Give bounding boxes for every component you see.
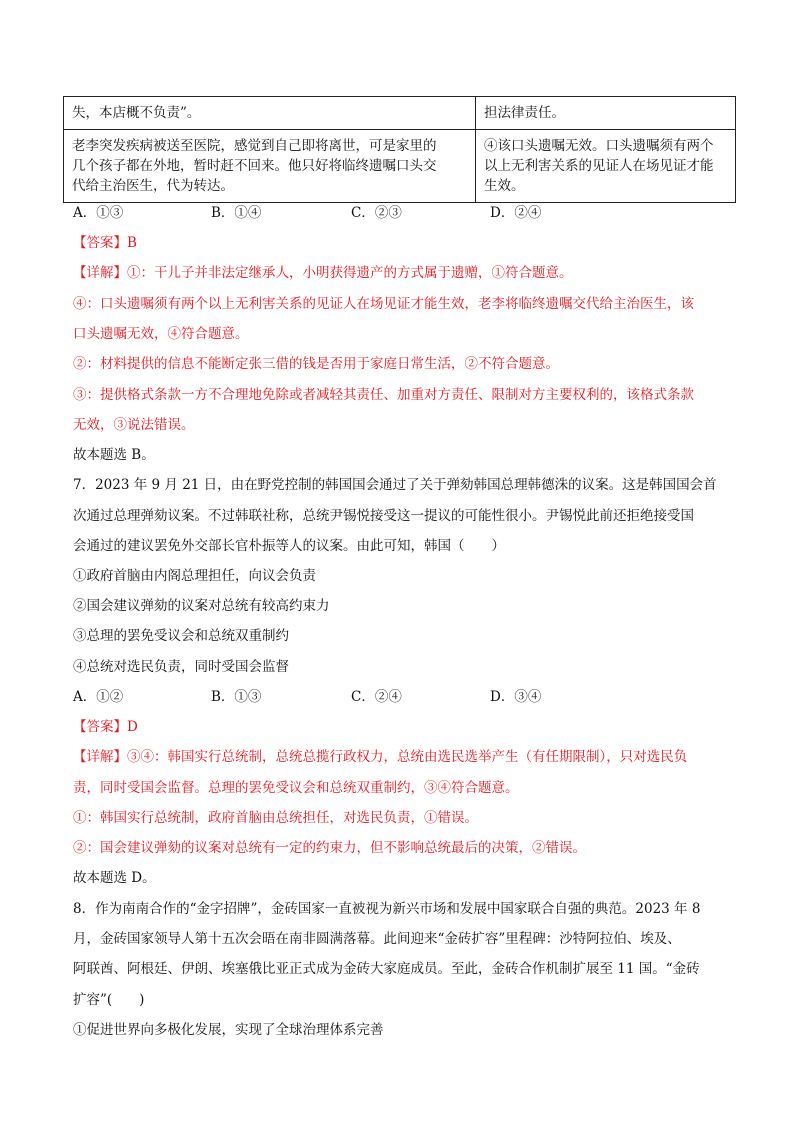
option-d: D．③④ <box>490 689 542 705</box>
q8-item: ①促进世界向多极化发展，实现了全球治理体系完善 <box>73 1022 384 1038</box>
q6-explain-line: 【详解】①：干儿子并非法定继承人，小明获得遗产的方式属于遗赠，①符合题意。 <box>73 265 573 281</box>
option-b: B．①④ <box>211 205 262 221</box>
q6-answer: 【答案】B <box>73 235 137 251</box>
q7-item: ②国会建议弹劾的议案对总统有较高约束力 <box>73 598 330 614</box>
cell-line: 代给主治医生，代为转达。 <box>72 178 234 194</box>
q7-answer: 【答案】D <box>73 719 138 735</box>
q8-stem-line: 扩容”( ) <box>73 992 145 1008</box>
option-b: B．①③ <box>211 689 262 705</box>
q6-explain-line: 口头遗嘱无效，④符合题意。 <box>73 326 249 342</box>
option-c: C．②③ <box>351 205 402 221</box>
q7-item: ③总理的罢免受议会和总统双重制约 <box>73 628 289 644</box>
option-a: A．①③ <box>73 205 124 221</box>
q7-explain-line: ①：韩国实行总统制，政府首脑由总统担任，对选民负责，①错误。 <box>73 810 478 826</box>
q7-stem-line: 次通过总理弹劾议案。不过韩联社称，总统尹锡悦接受这一提议的可能性很小。尹锡悦此前还拒绝接受国 <box>73 508 694 524</box>
option-d: D．②④ <box>490 205 542 221</box>
option-a: A．①② <box>73 689 124 705</box>
option-c: C．②④ <box>351 689 402 705</box>
q7-explain-line: ②：国会建议弹劾的议案对总统有一定的约束力，但不影响总统最后的决策，②错误。 <box>73 840 586 856</box>
q6-conclusion: 故本题选 B。 <box>73 447 155 463</box>
cell-line: 老李突发疾病被送至医院，感觉到自己即将离世，可是家里的 <box>72 138 437 154</box>
q7-explain-line: 责，同时受国会监督。总理的罢免受议会和总统双重制约，③④符合题意。 <box>73 780 519 796</box>
q8-stem-line: 月，金砖国家领导人第十五次会晤在南非圆满落幕。此间迎来“金砖扩容”里程碑：沙特阿拉伯、埃及、 <box>73 931 681 947</box>
cell-line: ④该口头遗嘱无效。口头遗嘱须有两个 <box>484 138 714 154</box>
q7-item: ④总统对选民负责，同时受国会监督 <box>73 659 289 675</box>
q7-stem-line: 7．2023 年 9 月 21 日，由在野党控制的韩国国会通过了关于弹劾韩国总理韩德洙的议案。这是韩国国会首 <box>73 477 717 493</box>
q7-stem-line: 会通过的建议罢免外交部长官朴振等人的议案。由此可知，韩国（ ） <box>73 538 505 554</box>
q8-stem-line: 8．作为南南合作的“金字招牌”，金砖国家一直被视为新兴市场和发展中国家联合自强的典范。2023 年 8 <box>73 901 701 917</box>
table-cell <box>476 130 736 203</box>
q7-explain-line: 【详解】③④：韩国实行总统制，总统总揽行政权力，总统由选民选举产生（有任期限制），只对选民负 <box>73 749 688 765</box>
table-cell <box>64 130 476 203</box>
cell-line: 几个孩子都在外地，暂时赶不回来。他只好将临终遗嘱口头交 <box>72 158 437 174</box>
cell-line: 生效。 <box>484 178 525 194</box>
q7-item: ①政府首脑由内阁总理担任，向议会负责 <box>73 568 316 584</box>
q6-explain-line: 无效，③说法错误。 <box>73 417 195 433</box>
q8-stem-line: 阿联酋、阿根廷、伊朗、埃塞俄比亚正式成为金砖大家庭成员。至此，金砖合作机制扩展至 11 国。“金砖 <box>73 961 700 977</box>
cell-line: 以上无利害关系的见证人在场见证才能 <box>484 158 714 174</box>
comparison-table <box>63 96 736 203</box>
q6-explain-line: ②：材料提供的信息不能断定张三借的钱是否用于家庭日常生活，②不符合题意。 <box>73 356 559 372</box>
table-cell: 失，本店概不负责”。 <box>64 97 476 130</box>
q7-conclusion: 故本题选 D。 <box>73 870 156 886</box>
table-cell: 担法律责任。 <box>476 97 736 130</box>
table-row <box>64 97 736 130</box>
q6-explain-line: ④：口头遗嘱须有两个以上无利害关系的见证人在场见证才能生效，老李将临终遗嘱交代给主治医生，该 <box>73 296 694 312</box>
table-row <box>64 130 736 203</box>
q6-explain-line: ③：提供格式条款一方不合理地免除或者减轻其责任、加重对方责任、限制对方主要权利的，该格式条款 <box>73 387 694 403</box>
